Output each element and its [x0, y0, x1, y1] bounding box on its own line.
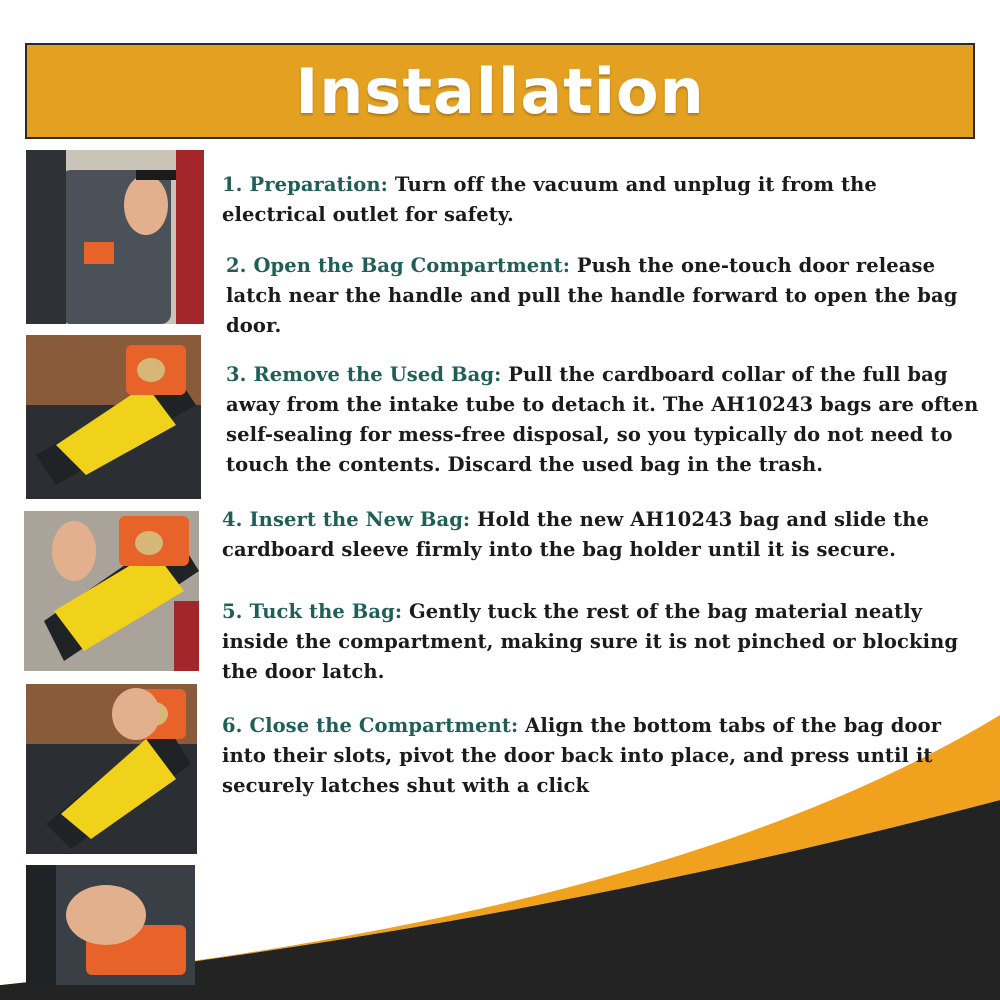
step-2-heading: 2. Open the Bag Compartment:: [226, 254, 570, 277]
step-1: [222, 170, 982, 230]
step-1-heading: 1. Preparation:: [222, 173, 388, 196]
photo-unplug-vacuum: [26, 150, 204, 324]
step-6-heading: 6. Close the Compartment:: [222, 714, 519, 737]
banner-title: Installation: [295, 54, 705, 128]
step-6: [222, 711, 962, 801]
photo-close-compartment: [26, 865, 195, 985]
step-2-text: Push the one-touch door release latch near the handle and pull the handle forward to open the bag door.: [226, 254, 958, 337]
step-2: [226, 251, 971, 341]
step-3-text: Pull the cardboard collar of the full bag away from the intake tube to detach it. The AH10243 bags are often self-sealing for mess-free disposal, so you typically do not need to touch the contents. Discard the used bag in the trash.: [226, 363, 979, 476]
step-6-text: Align the bottom tabs of the bag door into their slots, pivot the door back into place, and press until it securely latches shut with a click: [222, 714, 942, 797]
step-4-text: Hold the new AH10243 bag and slide the cardboard sleeve firmly into the bag holder until it is secure.: [222, 508, 930, 561]
photo-remove-bag: [26, 335, 201, 499]
step-3: [226, 360, 991, 480]
photo-tuck-bag: [26, 684, 197, 854]
step-5-heading: 5. Tuck the Bag:: [222, 600, 403, 623]
installation-banner: [25, 43, 975, 139]
step-1-text: Turn off the vacuum and unplug it from the electrical outlet for safety.: [222, 173, 877, 226]
step-4: [222, 505, 967, 565]
step-5: [222, 597, 967, 687]
step-4-heading: 4. Insert the New Bag:: [222, 508, 471, 531]
photo-insert-bag: [24, 511, 199, 671]
step-3-heading: 3. Remove the Used Bag:: [226, 363, 502, 386]
step-5-text: Gently tuck the rest of the bag material neatly inside the compartment, making sure it is not pinched or blocking the door latch.: [222, 600, 959, 683]
